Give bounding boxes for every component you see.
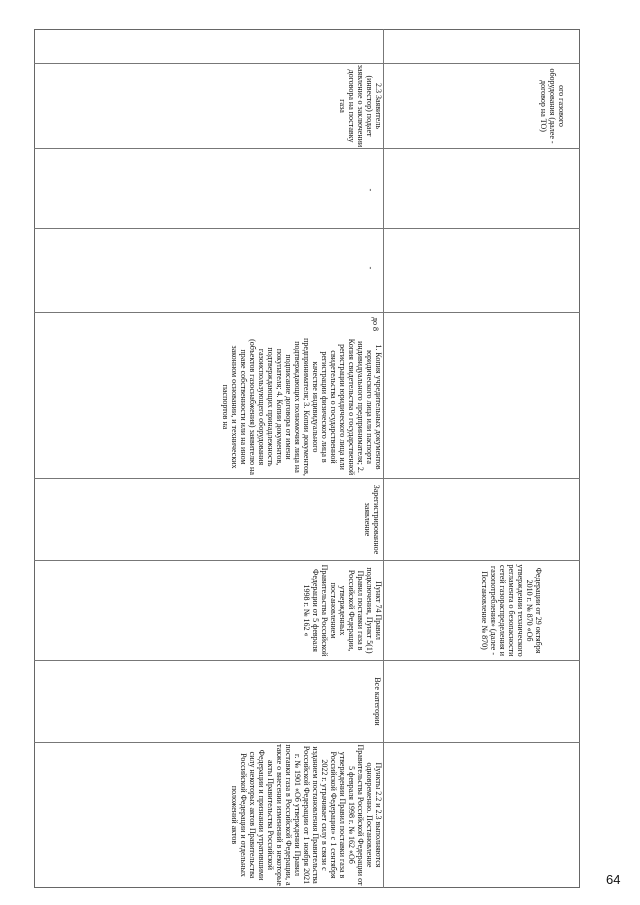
cell-text: Пункты 2.2 и 2.3 выполняются одновременно. Постановление Правительства Российской Федерации от 5 февраля 1998 г. № 162 «Об утверждении Правил поставки газа в Российской Федерации» с 1 сентября 2022 г. утрачивает силу в связи с изданием постановления Правительства Российской Федерации от 1 ноября 2021 г. № 1901 «Об утверждении Правил поставки газа в Российской Федерации, а также о внесении изменений в некоторые акты Правительства Российской Федерации и признании утратившими силу некоторых актов Правительства Российской Федерации и отдельных положений актов	[230, 744, 383, 886]
cell-text: Зарегистрированное заявление	[363, 484, 381, 555]
cell-applicant-step	[290, 64, 383, 148]
cell-dash	[355, 180, 375, 200]
cell-text: 1. Копия учредительных документов юридического лица или паспорта индивидуального предпринимателя; 2. Копия свидетельства о государственной регистрации юридического лица или свидетельства о государственной регистрации физического лица в качестве индивидуального предпринимателя; 3. Копии документов, подтверждающих полномочия лица на подписание договора от имени покупателя; 4. Копии документов, подтверждающих принадлежность газоиспользующего оборудования (объектов газоснабжения) заявителю на праве собственности или на ином законном основании, и технических паспортов на	[221, 338, 383, 476]
cell-dash	[355, 258, 375, 278]
cell-text: 2.3 Заявитель (инвестор) подает заявление о заключении договора на поставку газа	[338, 64, 383, 148]
cell-text: -	[366, 266, 375, 270]
cell-legal-basis	[195, 561, 383, 660]
cell-text: ого газового оборудования (далее - договор на ТО)	[539, 68, 566, 144]
cell-notes	[35, 743, 383, 887]
cell-text: Все категории	[373, 677, 382, 726]
cell-text: -	[366, 188, 375, 192]
cell-documents-list	[72, 336, 383, 478]
page-number: 64	[606, 872, 621, 887]
row-divider	[34, 312, 580, 313]
row-divider	[34, 660, 580, 661]
cell-text: Федерации от 29 октября 2010 г. № 870 «Об утверждении технического регламента о безопасности сетей газораспределения и газопотребления» (далее - Постановление № 870)	[480, 564, 543, 657]
cell-categories	[360, 661, 382, 742]
row-divider	[34, 148, 580, 149]
cell-deadline	[360, 313, 380, 335]
cell-equipment-contract	[470, 64, 580, 148]
cell-text: Пункт 74 Правил подключения, Пункт 5(1) Правил поставки газа в Российской Федерации, утвержденных постановлением Правительства Российской Федерации от 5 февраля 1998 г. № 162 «	[302, 564, 383, 657]
cell-legal-basis-top	[383, 561, 543, 660]
column-divider	[383, 29, 384, 888]
cell-text: до 8	[371, 316, 380, 332]
row-divider	[34, 228, 580, 229]
row-divider	[34, 478, 580, 479]
cell-result	[345, 479, 381, 560]
